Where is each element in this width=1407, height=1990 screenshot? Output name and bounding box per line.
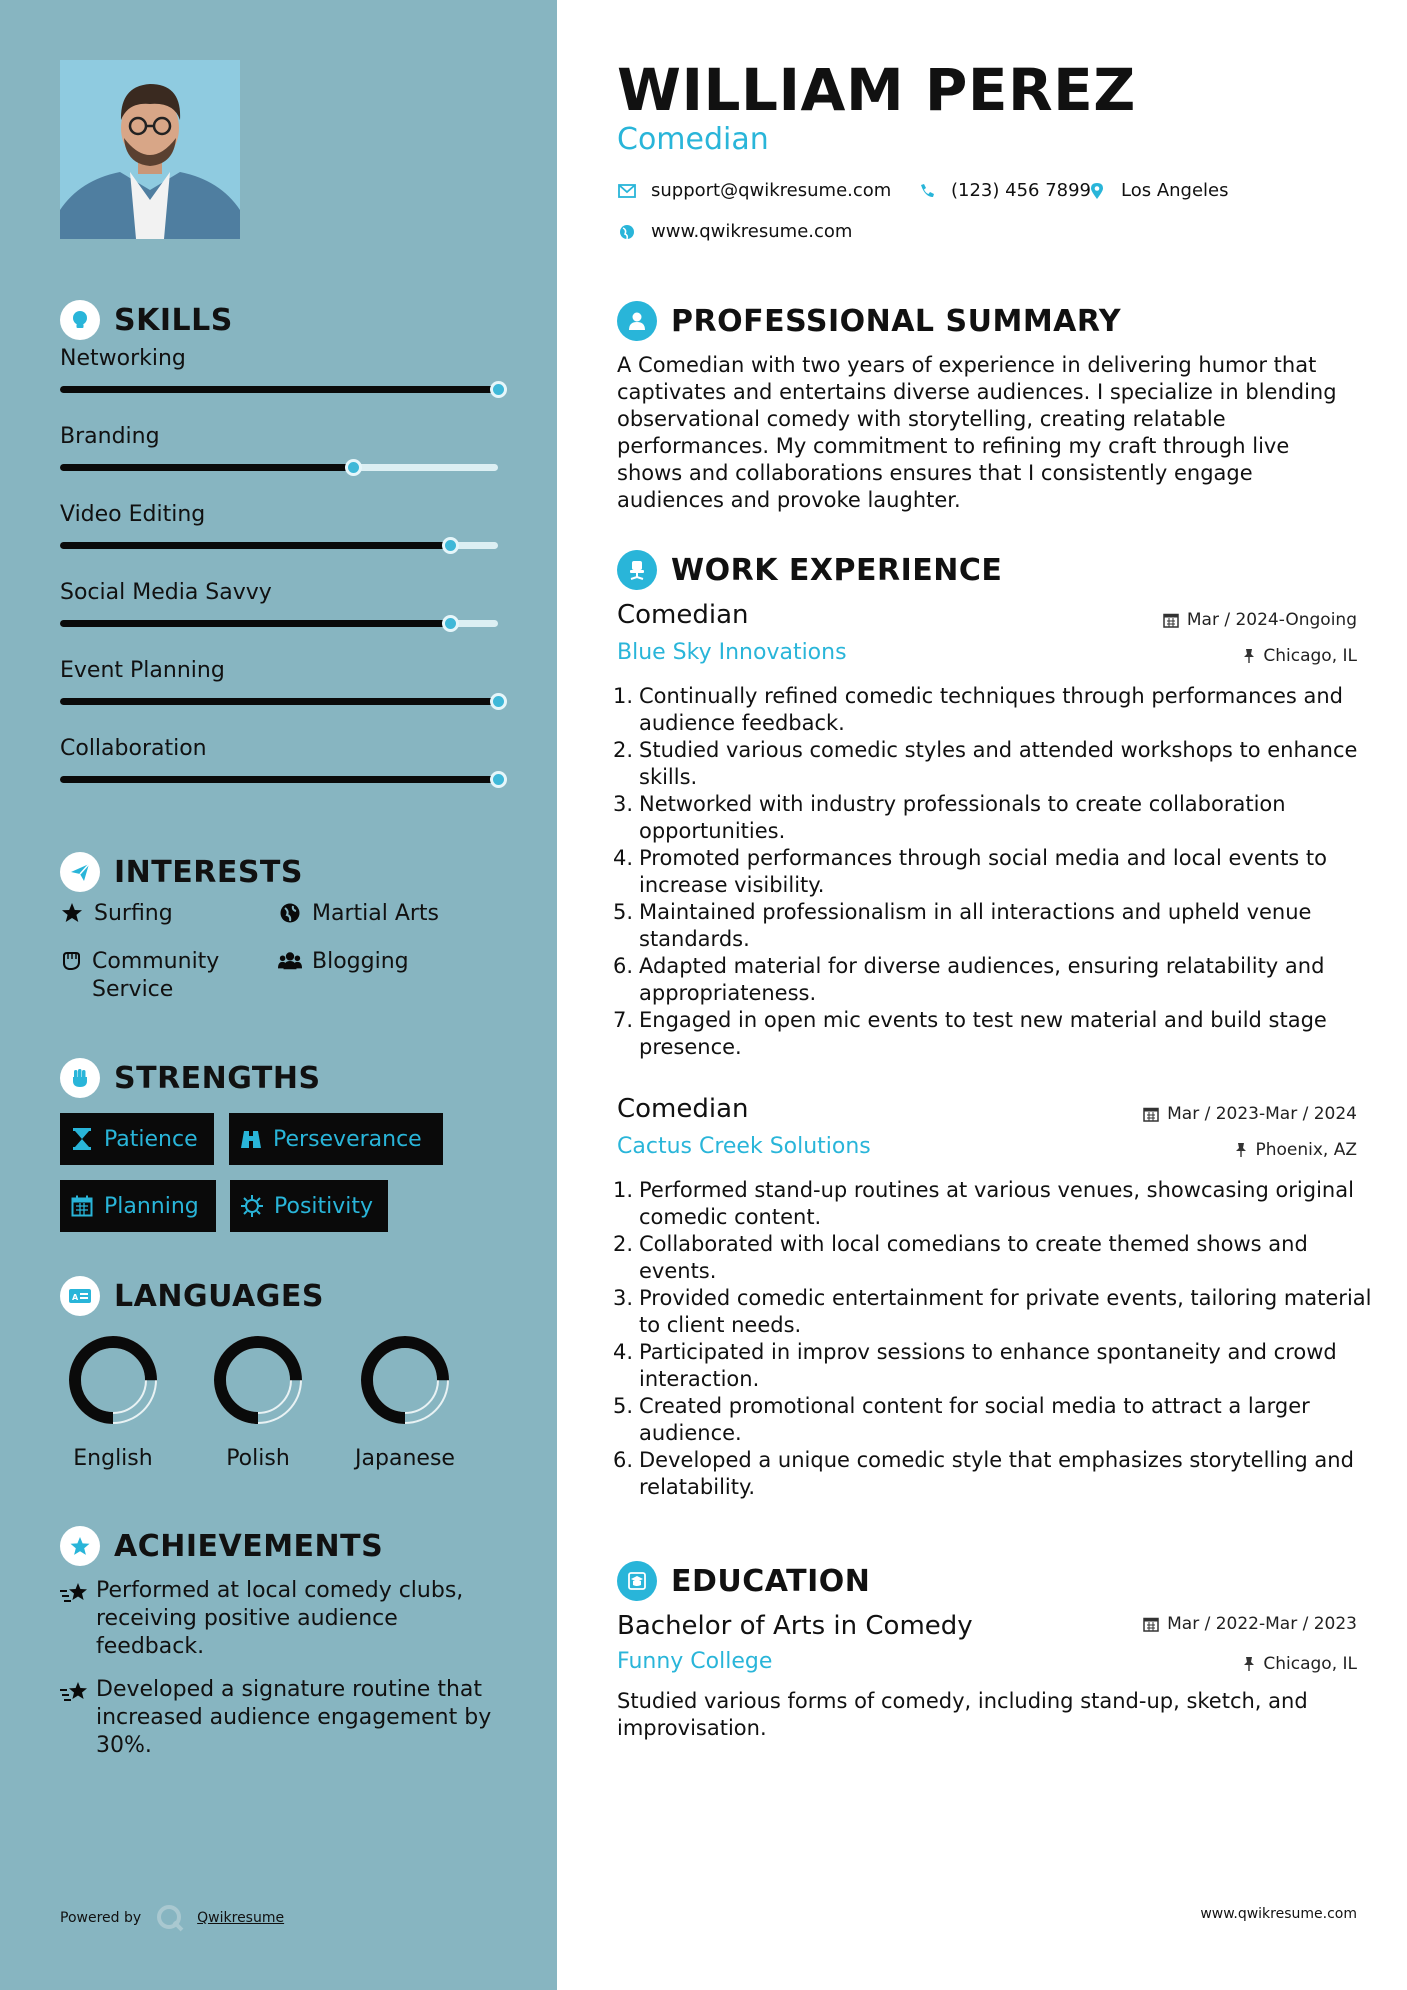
language-item: [188, 1330, 328, 1471]
interest-item: Blogging: [278, 948, 409, 976]
calendar-icon: [1143, 1106, 1159, 1122]
interest-item: Surfing: [60, 900, 173, 928]
star-icon: [60, 900, 84, 924]
shooting-star-icon: [60, 1577, 96, 1661]
hand-icon: [60, 948, 82, 972]
school-name: Funny College: [617, 1649, 773, 1674]
pushpin-icon: [1243, 1656, 1255, 1672]
skill-bar-knob: [345, 459, 362, 476]
office-chair-icon: [617, 550, 657, 590]
strength-chip: Positivity: [230, 1180, 388, 1232]
skill-bar-knob: [490, 771, 507, 788]
job-bullet: 2. Studied various comedic styles and attended workshops to enhance skills.: [613, 738, 1358, 789]
job-bullet: 7. Engaged in open mic events to test new material and build stage presence.: [613, 1008, 1327, 1059]
strengths-title: STRENGTHS: [114, 1060, 321, 1096]
language-name: English: [73, 1446, 153, 1471]
interests-heading: [60, 850, 500, 894]
users-icon: [278, 948, 302, 972]
calendar-icon: [70, 1194, 94, 1218]
website-link[interactable]: www.qwikresume.com: [651, 221, 853, 242]
id-card-icon: [60, 1276, 100, 1316]
experience-heading: [617, 548, 1002, 592]
skill-label: Collaboration: [60, 736, 207, 761]
skill-label: Branding: [60, 424, 160, 449]
skill-item: [60, 424, 500, 502]
language-name: Japanese: [355, 1446, 455, 1471]
job-bullet: 1. Continually refined comedic techniques through performances and audience feedback.: [613, 684, 1343, 735]
skill-bar-knob: [442, 537, 459, 554]
globe-icon: [617, 222, 637, 242]
summary-heading: [617, 299, 1121, 343]
award-star-icon: [60, 1526, 100, 1566]
skill-label: Event Planning: [60, 658, 225, 683]
language-item: [43, 1330, 183, 1471]
job-bullet: 4. Promoted performances through social media and local events to increase visibility.: [613, 846, 1328, 897]
main-content: [557, 0, 1407, 1990]
degree-title: Bachelor of Arts in Comedy: [617, 1611, 973, 1641]
globe-icon: [278, 900, 302, 924]
location-contact: [1087, 180, 1229, 201]
achievement-item: Developed a signature routine that increased audience engagement by 30%.: [60, 1676, 500, 1760]
strength-chip: Perseverance: [229, 1113, 443, 1165]
skill-bar-track: [60, 386, 498, 393]
job-company: Cactus Creek Solutions: [617, 1134, 871, 1159]
strengths-heading: [60, 1056, 500, 1100]
job-bullet: 3. Networked with industry professionals to create collaboration opportunities.: [613, 792, 1286, 843]
education-description: Studied various forms of comedy, including stand-up, sketch, and improvisation.: [617, 1689, 1308, 1740]
skills-title: SKILLS: [114, 302, 233, 338]
skill-bar-knob: [442, 615, 459, 632]
hourglass-icon: [70, 1127, 94, 1151]
job-bullets: [613, 683, 1373, 1061]
skill-bar-track: [60, 776, 498, 783]
profile-photo: [60, 60, 240, 239]
fist-icon: [60, 1058, 100, 1098]
sidebar: [0, 0, 557, 1990]
map-pin-icon: [1087, 181, 1107, 201]
job-bullet: 3. Provided comedic entertainment for private events, tailoring material to client needs.: [613, 1286, 1372, 1337]
job-bullet: 5. Created promotional content for social media to attract a larger audience.: [613, 1394, 1310, 1445]
skill-bar-track: [60, 698, 498, 705]
skill-bar-knob: [490, 693, 507, 710]
education-heading: [617, 1559, 870, 1603]
footer-website-link[interactable]: www.qwikresume.com: [1200, 1906, 1357, 1922]
languages-heading: [60, 1274, 500, 1318]
experience-title: WORK EXPERIENCE: [671, 552, 1003, 588]
phone-icon: [917, 181, 937, 201]
candidate-role: Comedian: [617, 122, 769, 157]
job-dates: Mar / 2024-Ongoing: [1163, 610, 1357, 630]
skill-label: Networking: [60, 346, 186, 371]
skill-bar-fill: [60, 386, 498, 393]
language-ring: [355, 1330, 455, 1430]
calendar-icon: [1163, 612, 1179, 628]
phone-number: (123) 456 7899: [951, 180, 1092, 201]
website-contact: [617, 221, 852, 242]
email-link[interactable]: support@qwikresume.com: [651, 180, 892, 201]
skill-item: [60, 658, 500, 736]
job-bullet: 6. Adapted material for diverse audiences, ensuring relatability and appropriateness.: [613, 954, 1325, 1005]
job-bullets: [613, 1177, 1373, 1501]
interests-title: INTERESTS: [114, 854, 303, 890]
job-dates: Mar / 2023-Mar / 2024: [1143, 1104, 1357, 1124]
skills-section: [60, 298, 500, 814]
calendar-icon: [1143, 1616, 1159, 1632]
skill-bar-fill: [60, 620, 450, 627]
qwikresume-link[interactable]: Qwikresume: [197, 1910, 285, 1926]
lightbulb-icon: [60, 300, 100, 340]
email-contact: [617, 180, 891, 201]
skill-bar-knob: [490, 381, 507, 398]
binoculars-icon: [239, 1127, 263, 1151]
job-bullet: 2. Collaborated with local comedians to create themed shows and events.: [613, 1232, 1308, 1283]
skill-bar-fill: [60, 542, 450, 549]
achievements-title: ACHIEVEMENTS: [114, 1528, 384, 1564]
summary-title: PROFESSIONAL SUMMARY: [671, 303, 1122, 339]
education-dates: Mar / 2022-Mar / 2023: [1143, 1614, 1357, 1634]
achievement-item: Performed at local comedy clubs, receiving positive audience feedback.: [60, 1577, 500, 1661]
job-location: Chicago, IL: [1243, 646, 1357, 666]
paper-plane-icon: [60, 852, 100, 892]
strength-chip: Planning: [60, 1180, 216, 1232]
job-bullet: 6. Developed a unique comedic style that emphasizes storytelling and relatability.: [613, 1448, 1354, 1499]
language-name: Polish: [226, 1446, 290, 1471]
strength-chip: Patience: [60, 1113, 214, 1165]
interest-item: Martial Arts: [278, 900, 439, 928]
graduation-icon: [617, 1561, 657, 1601]
skill-item: [60, 346, 500, 424]
pushpin-icon: [1235, 1142, 1247, 1158]
envelope-icon: [617, 181, 637, 201]
skill-bar-fill: [60, 776, 498, 783]
pushpin-icon: [1243, 648, 1255, 664]
interest-item: Community Service: [60, 948, 260, 1004]
job-location: Phoenix, AZ: [1235, 1140, 1357, 1160]
skill-bar-track: [60, 464, 498, 471]
skill-bar-track: [60, 542, 498, 549]
language-item: [335, 1330, 475, 1471]
skill-label: Social Media Savvy: [60, 580, 272, 605]
languages-title: LANGUAGES: [114, 1278, 324, 1314]
language-ring: [208, 1330, 308, 1430]
location-text: Los Angeles: [1121, 180, 1229, 201]
education-location: Chicago, IL: [1243, 1654, 1357, 1674]
job-title: Comedian: [617, 1094, 749, 1124]
phone-contact: [917, 180, 1091, 201]
shooting-star-icon: [60, 1676, 96, 1760]
user-icon: [617, 301, 657, 341]
language-ring: [63, 1330, 163, 1430]
job-title: Comedian: [617, 600, 749, 630]
summary-text: A Comedian with two years of experience in delivering humor that captivates and entertains diverse audiences. I specialize in blending observational comedy with storytelling, creating relatable performances. My commitment to refining my craft through live shows and collaborations ensures that I consistently engage audiences and provoke laughter.: [617, 353, 1337, 512]
qwikresume-logo-icon: [155, 1903, 185, 1933]
skills-heading: [60, 298, 500, 342]
skill-bar-fill: [60, 464, 353, 471]
skill-item: [60, 502, 500, 580]
skill-bar-track: [60, 620, 498, 627]
powered-by: Powered by Qwikresume: [60, 1903, 284, 1933]
skills-list: [60, 346, 500, 814]
sun-icon: [240, 1194, 264, 1218]
job-bullet: 5. Maintained professionalism in all interactions and upheld venue standards.: [613, 900, 1312, 951]
svg-text:A: A: [72, 1293, 79, 1302]
skill-item: [60, 580, 500, 658]
education-title: EDUCATION: [671, 1563, 871, 1599]
skill-bar-fill: [60, 698, 498, 705]
job-bullet: 4. Participated in improv sessions to enhance spontaneity and crowd interaction.: [613, 1340, 1337, 1391]
skill-item: [60, 736, 500, 814]
job-company: Blue Sky Innovations: [617, 640, 847, 665]
job-bullet: 1. Performed stand-up routines at various venues, showcasing original comedic content.: [613, 1178, 1354, 1229]
skill-label: Video Editing: [60, 502, 206, 527]
candidate-name: WILLIAM PEREZ: [617, 56, 1136, 124]
achievements-heading: [60, 1524, 500, 1568]
